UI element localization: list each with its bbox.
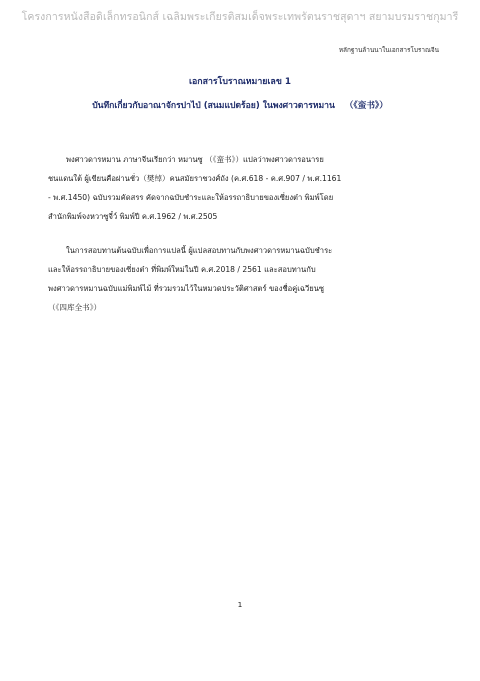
paragraph-line: （《四库全书》） xyxy=(48,303,102,312)
paragraph-line: และให้อรรถาธิบายของเซี่ยงต๋า ที่พิมพ์ใหม่ในปี ค.ศ.2018 / 2561 และสอบทานกับ xyxy=(48,265,316,274)
watermark-text: โครงการหนังสือดิเล็กทรอนิกส์ เฉลิมพระเกียรติสมเด็จพระเทพรัตนราชสุดาฯ สยามบรมราชกุมารี xyxy=(21,11,459,23)
subtitle-chinese: （《蛮书》） xyxy=(344,101,388,111)
paragraph-2 xyxy=(48,241,444,317)
paragraph-line: - พ.ศ.1450) ฉบับรวมคัดสรร คัดจากฉบับชำระและให้อรรถาธิบายของเซี่ยงต๋า พิมพ์โดย xyxy=(48,193,334,202)
paragraph-1 xyxy=(48,150,444,226)
running-header: หลักฐานล้านนาในเอกสารโบราณจีน xyxy=(338,46,439,54)
paragraph-line: พงศาวดารหมานฉบับแม่พิมพ์ไม้ ที่รวมรวมไว้ในหมวดประวัติศาสตร์ ของชื่อคู่เฉวียนซู xyxy=(48,284,325,293)
paragraph-line: ในการสอบทานต้นฉบับเพื่อการแปลนี้ ผู้แปลสอบทานกับพงศาวดารหมานฉบับชำระ xyxy=(66,246,333,255)
paragraph-line: พงศาวดารหมาน ภาษาจีนเรียกว่า หมานซู （《蛮书》）แปลว่าพงศาวดารอนารย xyxy=(66,155,324,164)
subtitle-thai: บันทึกเกี่ยวกับอาณาจักรปาไป่ (สนมแปดร้อย) ในพงศาวดารหมาน xyxy=(92,101,335,111)
document-subtitle xyxy=(0,98,480,112)
paragraph-line: สำนักพิมพ์จงหวาซูจี๋ว์ พิมพ์ปี ค.ศ.1962 / พ.ศ.2505 xyxy=(48,212,218,221)
document-title: เอกสารโบราณหมายเลข 1 xyxy=(188,77,292,87)
paragraph-line: ชนแดนใต้ ผู้เขียนคือฝานชั่ว（樊绰）คนสมัยราชวงศ์ถัง (ค.ศ.618 - ค.ศ.907 / พ.ศ.1161 xyxy=(48,174,342,183)
page-number: 1 xyxy=(237,600,243,609)
